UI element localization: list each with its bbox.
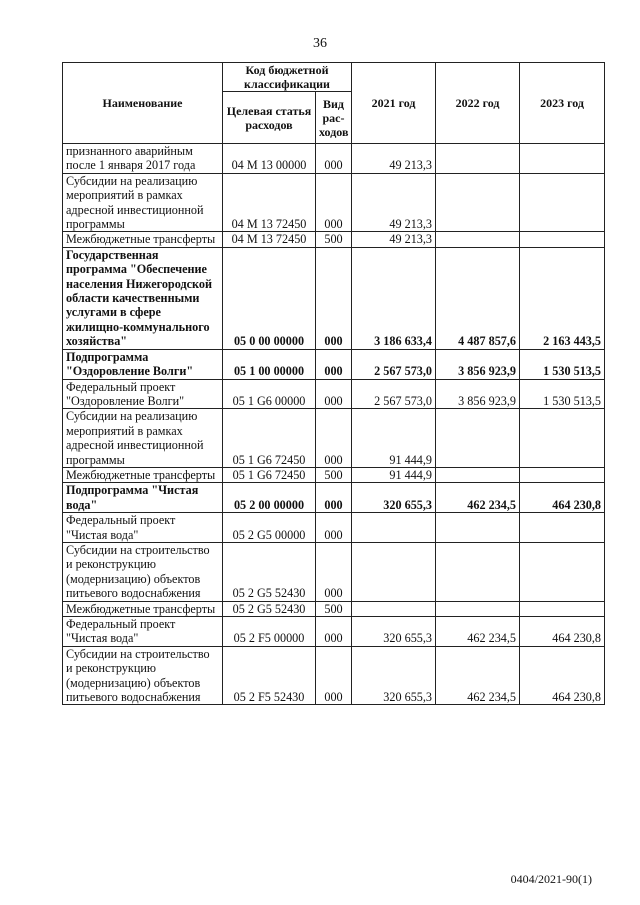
- row-2023: [520, 467, 605, 482]
- row-2022: 462 234,5: [436, 617, 520, 647]
- row-target-code: 04 М 13 72450: [223, 173, 316, 232]
- row-target-code: 05 2 F5 52430: [223, 646, 316, 705]
- row-2021: 49 213,3: [352, 144, 436, 174]
- row-2021: 320 655,3: [352, 646, 436, 705]
- row-expense-kind: 000: [316, 173, 352, 232]
- row-target-code: 05 1 00 00000: [223, 349, 316, 379]
- row-expense-kind: 000: [316, 617, 352, 647]
- row-2022: [436, 542, 520, 601]
- row-2023: [520, 232, 605, 247]
- header-name: Наименование: [63, 63, 223, 144]
- row-2021: 49 213,3: [352, 173, 436, 232]
- header-code-group: Код бюджетной классификации: [223, 63, 352, 92]
- row-expense-kind: 500: [316, 232, 352, 247]
- row-2021: 91 444,9: [352, 409, 436, 468]
- table-row: [63, 379, 605, 409]
- row-expense-kind: 000: [316, 542, 352, 601]
- table-row: [63, 467, 605, 482]
- table-row: [63, 247, 605, 349]
- row-2023: 2 163 443,5: [520, 247, 605, 349]
- row-expense-kind: 000: [316, 513, 352, 543]
- row-2022: 462 234,5: [436, 646, 520, 705]
- row-name: Субсидии на реализацию мероприятий в рамках адресной инвестиционной программы: [63, 173, 223, 232]
- row-2022: 462 234,5: [436, 483, 520, 513]
- row-target-code: 05 1 G6 00000: [223, 379, 316, 409]
- table-row: [63, 513, 605, 543]
- row-2022: [436, 144, 520, 174]
- row-2022: [436, 232, 520, 247]
- row-2022: [436, 409, 520, 468]
- row-2021: [352, 601, 436, 616]
- row-2021: 3 186 633,4: [352, 247, 436, 349]
- row-2023: 464 230,8: [520, 483, 605, 513]
- header-2022: 2022 год: [436, 63, 520, 144]
- row-2023: [520, 513, 605, 543]
- table-row: [63, 646, 605, 705]
- row-expense-kind: 000: [316, 646, 352, 705]
- row-2022: 3 856 923,9: [436, 379, 520, 409]
- table-body: [63, 144, 605, 705]
- row-2023: [520, 173, 605, 232]
- row-target-code: 04 М 13 00000: [223, 144, 316, 174]
- row-target-code: 05 1 G6 72450: [223, 409, 316, 468]
- row-target-code: 05 2 F5 00000: [223, 617, 316, 647]
- document-code: 0404/2021-90(1): [510, 872, 592, 886]
- row-2023: [520, 409, 605, 468]
- row-expense-kind: 500: [316, 601, 352, 616]
- row-name: Межбюджетные трансферты: [63, 467, 223, 482]
- table-row: [63, 617, 605, 647]
- row-expense-kind: 500: [316, 467, 352, 482]
- row-2022: 4 487 857,6: [436, 247, 520, 349]
- row-2021: 49 213,3: [352, 232, 436, 247]
- table-row: [63, 349, 605, 379]
- row-2022: [436, 513, 520, 543]
- row-2022: 3 856 923,9: [436, 349, 520, 379]
- row-target-code: 05 0 00 00000: [223, 247, 316, 349]
- row-2022: [436, 601, 520, 616]
- row-name: Государственная программа "Обеспечение населения Нижегородской области качественными услугами в сфере жилищно-коммунального хозяйства": [63, 247, 223, 349]
- row-2022: [436, 173, 520, 232]
- row-2021: [352, 513, 436, 543]
- row-name: Федеральный проект "Оздоровление Волги": [63, 379, 223, 409]
- page-number: 36: [313, 36, 327, 51]
- header-target: Целевая статья расходов: [223, 92, 316, 144]
- header-2021: 2021 год: [352, 63, 436, 144]
- row-expense-kind: 000: [316, 349, 352, 379]
- row-target-code: 05 2 G5 52430: [223, 542, 316, 601]
- row-2021: 2 567 573,0: [352, 379, 436, 409]
- row-name: Субсидии на строительство и реконструкцию (модернизацию) объектов питьевого водоснабжения: [63, 542, 223, 601]
- row-name: Федеральный проект "Чистая вода": [63, 513, 223, 543]
- row-name: Федеральный проект "Чистая вода": [63, 617, 223, 647]
- header-kind: Вид рас-ходов: [316, 92, 352, 144]
- row-target-code: 04 М 13 72450: [223, 232, 316, 247]
- table-row: [63, 232, 605, 247]
- row-2021: 320 655,3: [352, 617, 436, 647]
- row-2023: [520, 601, 605, 616]
- row-target-code: 05 2 G5 00000: [223, 513, 316, 543]
- row-2021: [352, 542, 436, 601]
- table-row: [63, 483, 605, 513]
- row-2023: 1 530 513,5: [520, 379, 605, 409]
- table-row: [63, 173, 605, 232]
- row-name: Субсидии на реализацию мероприятий в рамках адресной инвестиционной программы: [63, 409, 223, 468]
- row-target-code: 05 1 G6 72450: [223, 467, 316, 482]
- row-2023: 1 530 513,5: [520, 349, 605, 379]
- row-2021: 91 444,9: [352, 467, 436, 482]
- table-row: [63, 542, 605, 601]
- row-name: Подпрограмма "Чистая вода": [63, 483, 223, 513]
- row-name: Субсидии на строительство и реконструкцию (модернизацию) объектов питьевого водоснабжения: [63, 646, 223, 705]
- row-name: Подпрограмма "Оздоровление Волги": [63, 349, 223, 379]
- row-name: Межбюджетные трансферты: [63, 601, 223, 616]
- row-target-code: 05 2 00 00000: [223, 483, 316, 513]
- row-2023: 464 230,8: [520, 646, 605, 705]
- row-expense-kind: 000: [316, 483, 352, 513]
- row-expense-kind: 000: [316, 247, 352, 349]
- header-2023: 2023 год: [520, 63, 605, 144]
- table-row: [63, 144, 605, 174]
- row-name: признанного аварийным после 1 января 2017 года: [63, 144, 223, 174]
- row-2021: 320 655,3: [352, 483, 436, 513]
- budget-table: [62, 62, 605, 705]
- row-2023: [520, 542, 605, 601]
- row-name: Межбюджетные трансферты: [63, 232, 223, 247]
- row-expense-kind: 000: [316, 144, 352, 174]
- table-row: [63, 601, 605, 616]
- row-expense-kind: 000: [316, 409, 352, 468]
- row-2023: 464 230,8: [520, 617, 605, 647]
- row-2021: 2 567 573,0: [352, 349, 436, 379]
- row-2023: [520, 144, 605, 174]
- table-row: [63, 409, 605, 468]
- row-expense-kind: 000: [316, 379, 352, 409]
- row-2022: [436, 467, 520, 482]
- row-target-code: 05 2 G5 52430: [223, 601, 316, 616]
